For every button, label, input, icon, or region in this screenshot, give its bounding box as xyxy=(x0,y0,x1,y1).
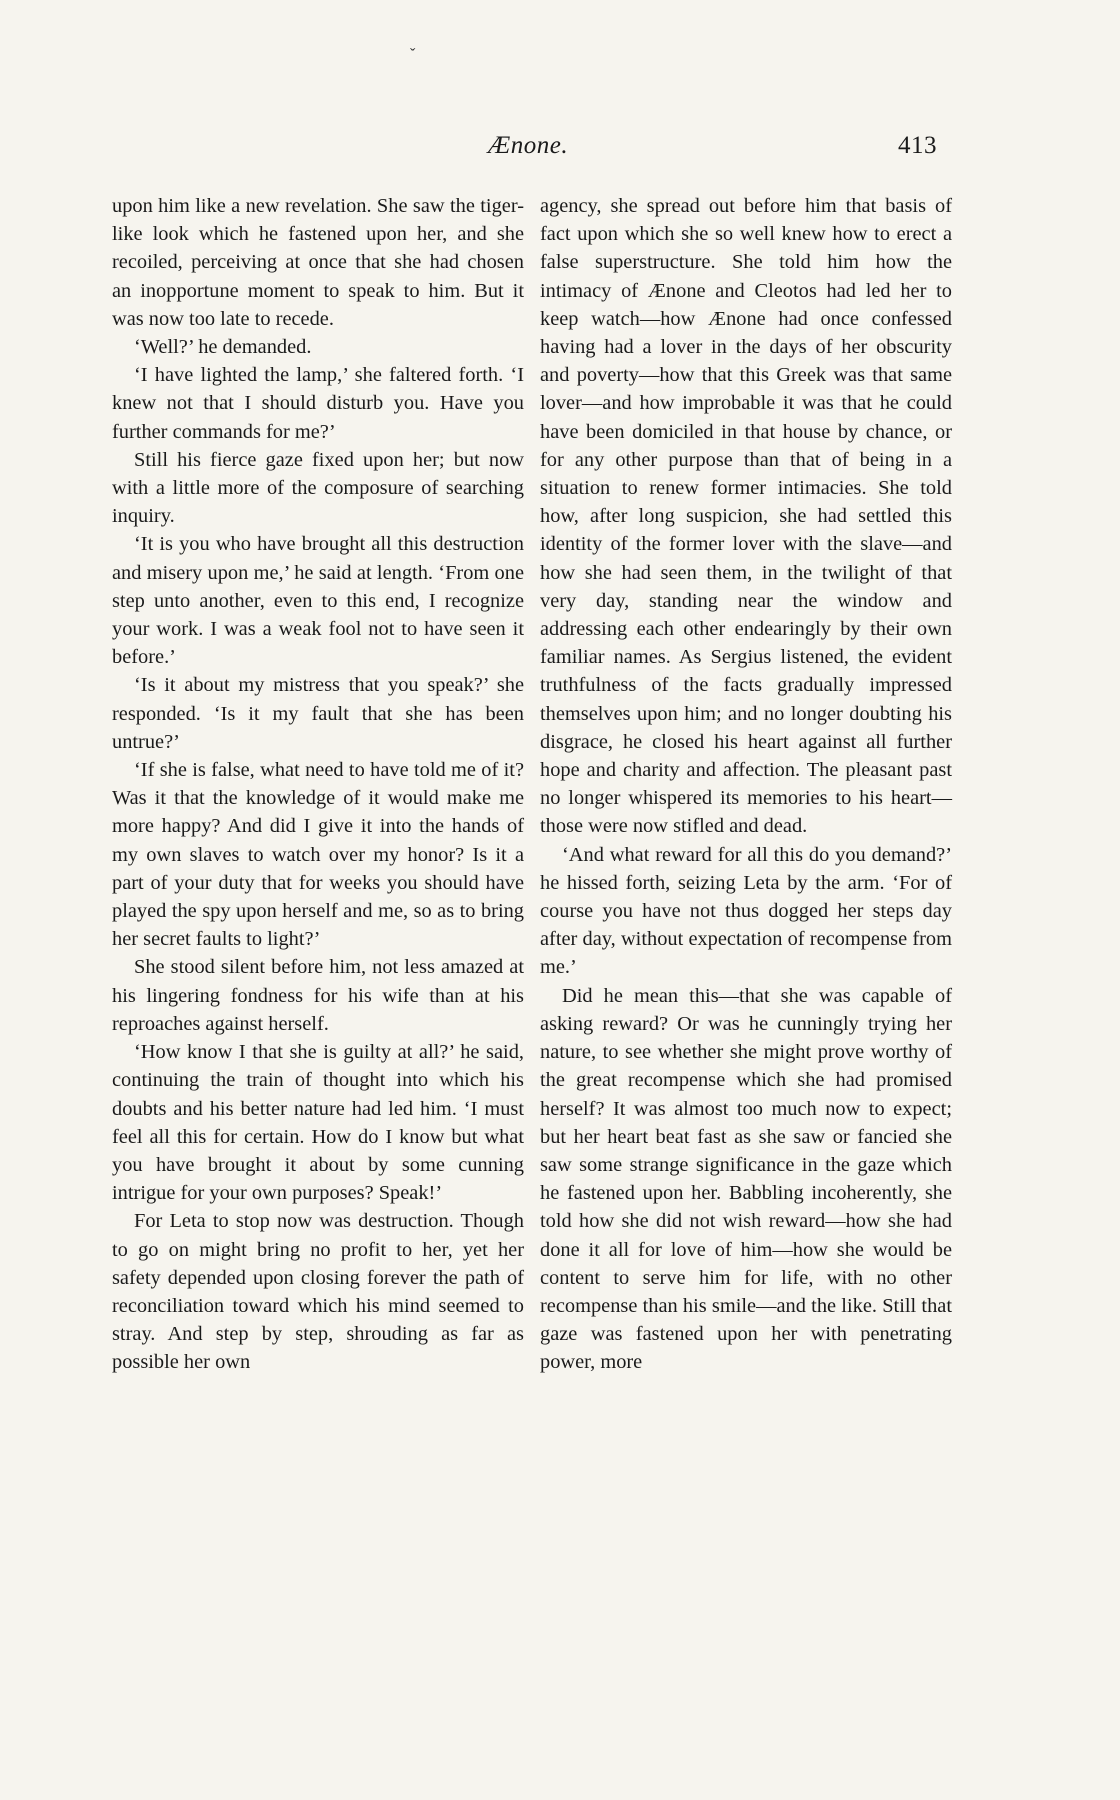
page-number: 413 xyxy=(898,132,937,159)
stray-ink-mark: ˇ xyxy=(410,46,416,63)
right-column xyxy=(540,192,952,1377)
paragraph: ‘Well?’ he demanded. xyxy=(134,336,312,359)
paragraph: ‘I have lighted the lamp,’ she faltered forth. ‘I knew not that I should disturb you. Have you further commands for me?’ xyxy=(112,364,524,443)
paragraph: Still his fierce gaze fixed upon her; but now with a little more of the composure of searching inquiry. xyxy=(112,448,524,528)
paragraph: upon him like a new revelation. She saw the tiger-like look which he fastened upon her, and she recoiled, perceiving at once that she had chosen an inopportune moment to speak to him. But it was now too late to recede. xyxy=(112,195,524,330)
paragraph: For Leta to stop now was destruction. Though to go on might bring no profit to her, yet her safety depended upon closing forever the path of reconciliation toward which his mind seemed to stray. And step by step, shrouding as far as possible her own xyxy=(112,1210,524,1374)
paragraph: Did he mean this—that she was capable of asking reward? Or was he cunningly trying her nature, to see whether she might prove worthy of the great recompense which she had promised herself? It was almost too much now to expect; but her heart beat fast as she saw or fancied she saw some strange significance in the gaze which he fastened upon her. Babbling incoherently, she told how she did not wish reward—how she had done it all for love of him—how she would be content to serve him for life, with no other recompense than his smile—and the like. Still that gaze was fastened upon her with penetrating power, more xyxy=(540,984,952,1374)
left-column xyxy=(112,192,524,1377)
paragraph: agency, she spread out before him that basis of fact upon which she so well knew how to erect a false superstructure. She told him how the intimacy of Ænone and Cleotos had led her to keep watch—how Ænone had once confessed having had a lover in the days of her obscurity and poverty—how that this Greek was that same lover—and how improbable it was that he could have been domiciled in that house by chance, or for any other purpose than that of being in a situation to renew former intimacies. She told how, after long suspicion, she had settled this identity of the former lover with the slave—and how she had seen them, in the twilight of that very day, standing near the window and addressing each other endearingly by their own familiar names. As Sergius listened, the evident truthfulness of the facts gradually impressed themselves upon him; and no longer doubting his disgrace, he closed his heart against all further hope and charity and affection. The pleasant past no longer whispered its memories to his heart—those were now stifled and dead. xyxy=(540,195,952,838)
paragraph: ‘And what reward for all this do you demand?’ he hissed forth, seizing Leta by the arm. ‘For of course you have not thus dogged her steps day after day, without expectation of recompense from me.’ xyxy=(540,843,952,979)
paragraph: ‘Is it about my mistress that you speak?’ she responded. ‘Is it my fault that she has been untrue?’ xyxy=(112,674,524,753)
paragraph: ‘How know I that she is guilty at all?’ he said, continuing the train of thought into which his doubts and his better nature had led him. ‘I must feel all this for certain. How do I know but what you have brought it about by some cunning intrigue for your own purposes? Speak!’ xyxy=(112,1041,524,1205)
running-title: Ænone. xyxy=(488,132,569,159)
paragraph: She stood silent before him, not less amazed at his lingering fondness for his wife than at his reproaches against herself. xyxy=(112,956,524,1035)
paragraph: ‘If she is false, what need to have told me of it? Was it that the knowledge of it would make me more happy? And did I give it into the hands of my own slaves to watch over my honor? Is it a part of your duty that for weeks you should have played the spy upon herself and me, so as to bring her secret faults to light?’ xyxy=(112,759,524,951)
paragraph: ‘It is you who have brought all this destruction and misery upon me,’ he said at length. ‘From one step unto another, even to this end, I recognize your work. I was a weak fool not to have seen it before.’ xyxy=(112,533,524,669)
